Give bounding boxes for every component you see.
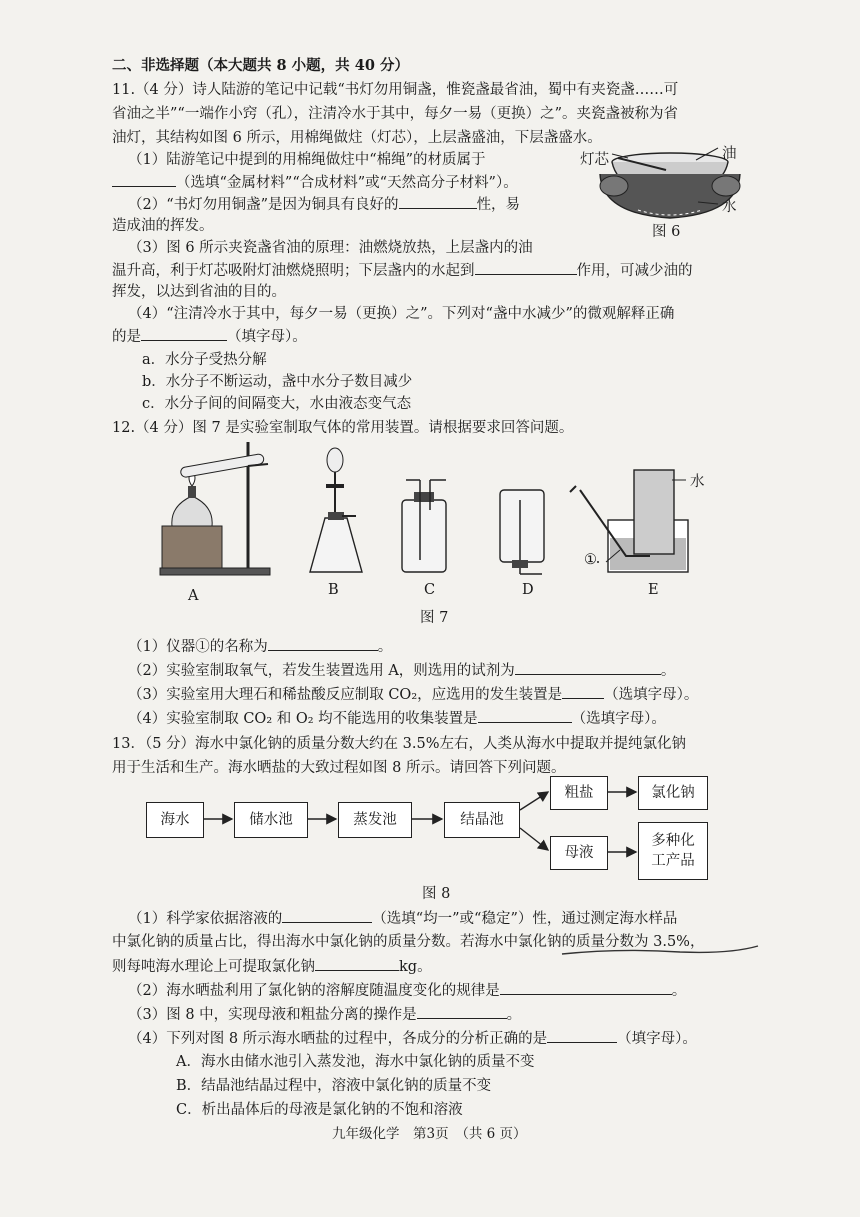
apparatus-b xyxy=(310,448,362,572)
handwritten-underline xyxy=(560,944,760,960)
flow-crystallization-pond: 结晶池 xyxy=(444,802,520,838)
flow-chemical-products: 多种化 工产品 xyxy=(638,822,708,880)
q13-option-a: A．海水由储水池引入蒸发池，海水中氯化钠的质量不变 xyxy=(176,1054,535,1070)
flow-sodium-chloride: 氯化钠 xyxy=(638,776,708,810)
q11-part1-a: （1）陆游笔记中提到的用棉绳做炷中“棉绳”的材质属于 xyxy=(128,152,486,168)
answer-blank[interactable] xyxy=(478,708,572,723)
answer-blank[interactable] xyxy=(399,194,477,209)
fig7-label-e: E xyxy=(648,582,659,598)
apparatus-a xyxy=(160,442,270,575)
q11-part3-d: 挥发，以达到省油的目的。 xyxy=(112,284,286,300)
q13-part1-d: 则每吨海水理论上可提取氯化钠 kg。 xyxy=(112,956,432,977)
flow-mother-liquor: 母液 xyxy=(550,836,608,870)
q12-part1: （1）仪器①的名称为 。 xyxy=(128,636,392,657)
answer-blank[interactable] xyxy=(515,660,661,675)
q11-line-2: 省油之半”“一端作小窍（孔），注清冷水于其中，每夕一易（更换）之”。夹瓷盏被称为省 xyxy=(112,106,678,122)
q11-part2-c: 造成油的挥发。 xyxy=(112,218,214,234)
fig7-caption: 图 7 xyxy=(420,610,449,626)
answer-blank[interactable] xyxy=(315,956,399,971)
q11-option-b: b．水分子不断运动，盏中水分子数目减少 xyxy=(142,374,413,390)
fig8-caption: 图 8 xyxy=(422,886,451,902)
q11-option-c: c．水分子间的间隔变大，水由液态变气态 xyxy=(142,396,412,412)
q13-part1-c: 中氯化钠的质量占比，得出海水中氯化钠的质量分数。若海水中氯化钠的质量分数为 3.5%， xyxy=(112,934,705,950)
apparatus-c xyxy=(402,480,446,572)
q12-part4: （4）实验室制取 CO₂ 和 O₂ 均不能选用的收集装置是 （选填字母）。 xyxy=(128,708,666,729)
flow-seawater: 海水 xyxy=(146,802,204,838)
answer-blank[interactable] xyxy=(141,326,227,341)
answer-blank[interactable] xyxy=(475,260,577,275)
lab-apparatus-figure xyxy=(150,440,740,580)
answer-blank[interactable] xyxy=(112,172,176,187)
flow-crude-salt: 粗盐 xyxy=(550,776,608,810)
q11-line-3: 油灯，其结构如图 6 所示，用棉绳做炷（灯芯），上层盏盛油，下层盏盛水。 xyxy=(112,130,602,146)
fig7-label-b: B xyxy=(328,582,339,598)
q11-part1-b: （选填“金属材料”“合成材料”或“天然高分子材料”）。 xyxy=(112,172,518,193)
fig6-label-wick: 灯芯 xyxy=(580,152,609,168)
fig6-label-water: 水 xyxy=(722,199,737,215)
q11-part3-b: 温升高，利于灯芯吸附灯油燃烧照明；下层盏内的水起到 作用，可减少油的 xyxy=(112,260,693,281)
page-footer: 九年级化学 第3页 （共 6 页） xyxy=(332,1126,527,1142)
q13-part1-a: （1）科学家依据溶液的 （选填“均一”或“稳定”）性，通过测定海水样品 xyxy=(128,908,677,929)
q11-option-a: a．水分子受热分解 xyxy=(142,352,267,368)
apparatus-d xyxy=(500,490,544,574)
q13-option-b: B．结晶池结晶过程中，溶液中氯化钠的质量不变 xyxy=(176,1078,492,1094)
fig7-label-d: D xyxy=(522,582,534,598)
answer-blank[interactable] xyxy=(282,908,372,923)
flow-arrows xyxy=(140,770,720,890)
q13-line-1: 13．（5 分）海水中氯化钠的质量分数大约在 3.5%左右，人类从海水中提取并提纯氯化钠 xyxy=(112,736,686,752)
fig7-label-c: C xyxy=(424,582,436,598)
q11-part2: （2）“书灯勿用铜盏”是因为铜具有良好的 性，易 xyxy=(128,194,520,215)
answer-blank[interactable] xyxy=(500,980,672,995)
fig7-label-circle: ① xyxy=(584,552,597,568)
fig6-label-oil: 油 xyxy=(722,146,737,162)
answer-blank[interactable] xyxy=(547,1028,617,1043)
flow-evaporation-pond: 蒸发池 xyxy=(338,802,412,838)
answer-blank[interactable] xyxy=(417,1004,507,1019)
q11-part3-a: （3）图 6 所示夹瓷盏省油的原理：油燃烧放热，上层盏内的油 xyxy=(128,240,533,256)
q11-line-1: 11.（4 分）诗人陆游的笔记中记载“书灯勿用铜盏，惟瓷盏最省油，蜀中有夹瓷盏……可 xyxy=(112,82,679,98)
q13-line-2: 用于生活和生产。海水晒盐的大致过程如图 8 所示。请回答下列问题。 xyxy=(112,760,566,776)
flow-reservoir: 储水池 xyxy=(234,802,308,838)
q13-part3: （3）图 8 中，实现母液和粗盐分离的操作是 。 xyxy=(128,1004,521,1025)
q13-part4: （4）下列对图 8 所示海水晒盐的过程中，各成分的分析正确的是 （填字母）。 xyxy=(128,1028,697,1049)
q11-part4-b: 的是 （填字母）。 xyxy=(112,326,307,347)
section-title: 二、非选择题（本大题共 8 小题，共 40 分） xyxy=(112,57,409,74)
q12-line-1: 12.（4 分）图 7 是实验室制取气体的常用装置。请根据要求回答问题。 xyxy=(112,420,574,436)
q12-part2: （2）实验室制取氧气，若发生装置选用 A，则选用的试剂为 。 xyxy=(128,660,675,681)
q12-part3: （3）实验室用大理石和稀盐酸反应制取 CO₂，应选用的发生装置是 （选填字母）。 xyxy=(128,684,698,705)
fig6-caption: 图 6 xyxy=(652,224,681,240)
fig7-label-water: 水 xyxy=(690,474,705,490)
answer-blank[interactable] xyxy=(268,636,378,651)
q13-part2: （2）海水晒盐利用了氯化钠的溶解度随温度变化的规律是 。 xyxy=(128,980,686,1001)
q13-option-c: C．析出晶体后的母液是氯化钠的不饱和溶液 xyxy=(176,1102,463,1118)
fig7-label-a: A xyxy=(188,588,199,604)
q11-part4-a: （4）“注清冷水于其中，每夕一易（更换）之”。下列对“盏中水减少”的微观解释正确 xyxy=(128,306,675,322)
answer-blank[interactable] xyxy=(562,684,604,699)
